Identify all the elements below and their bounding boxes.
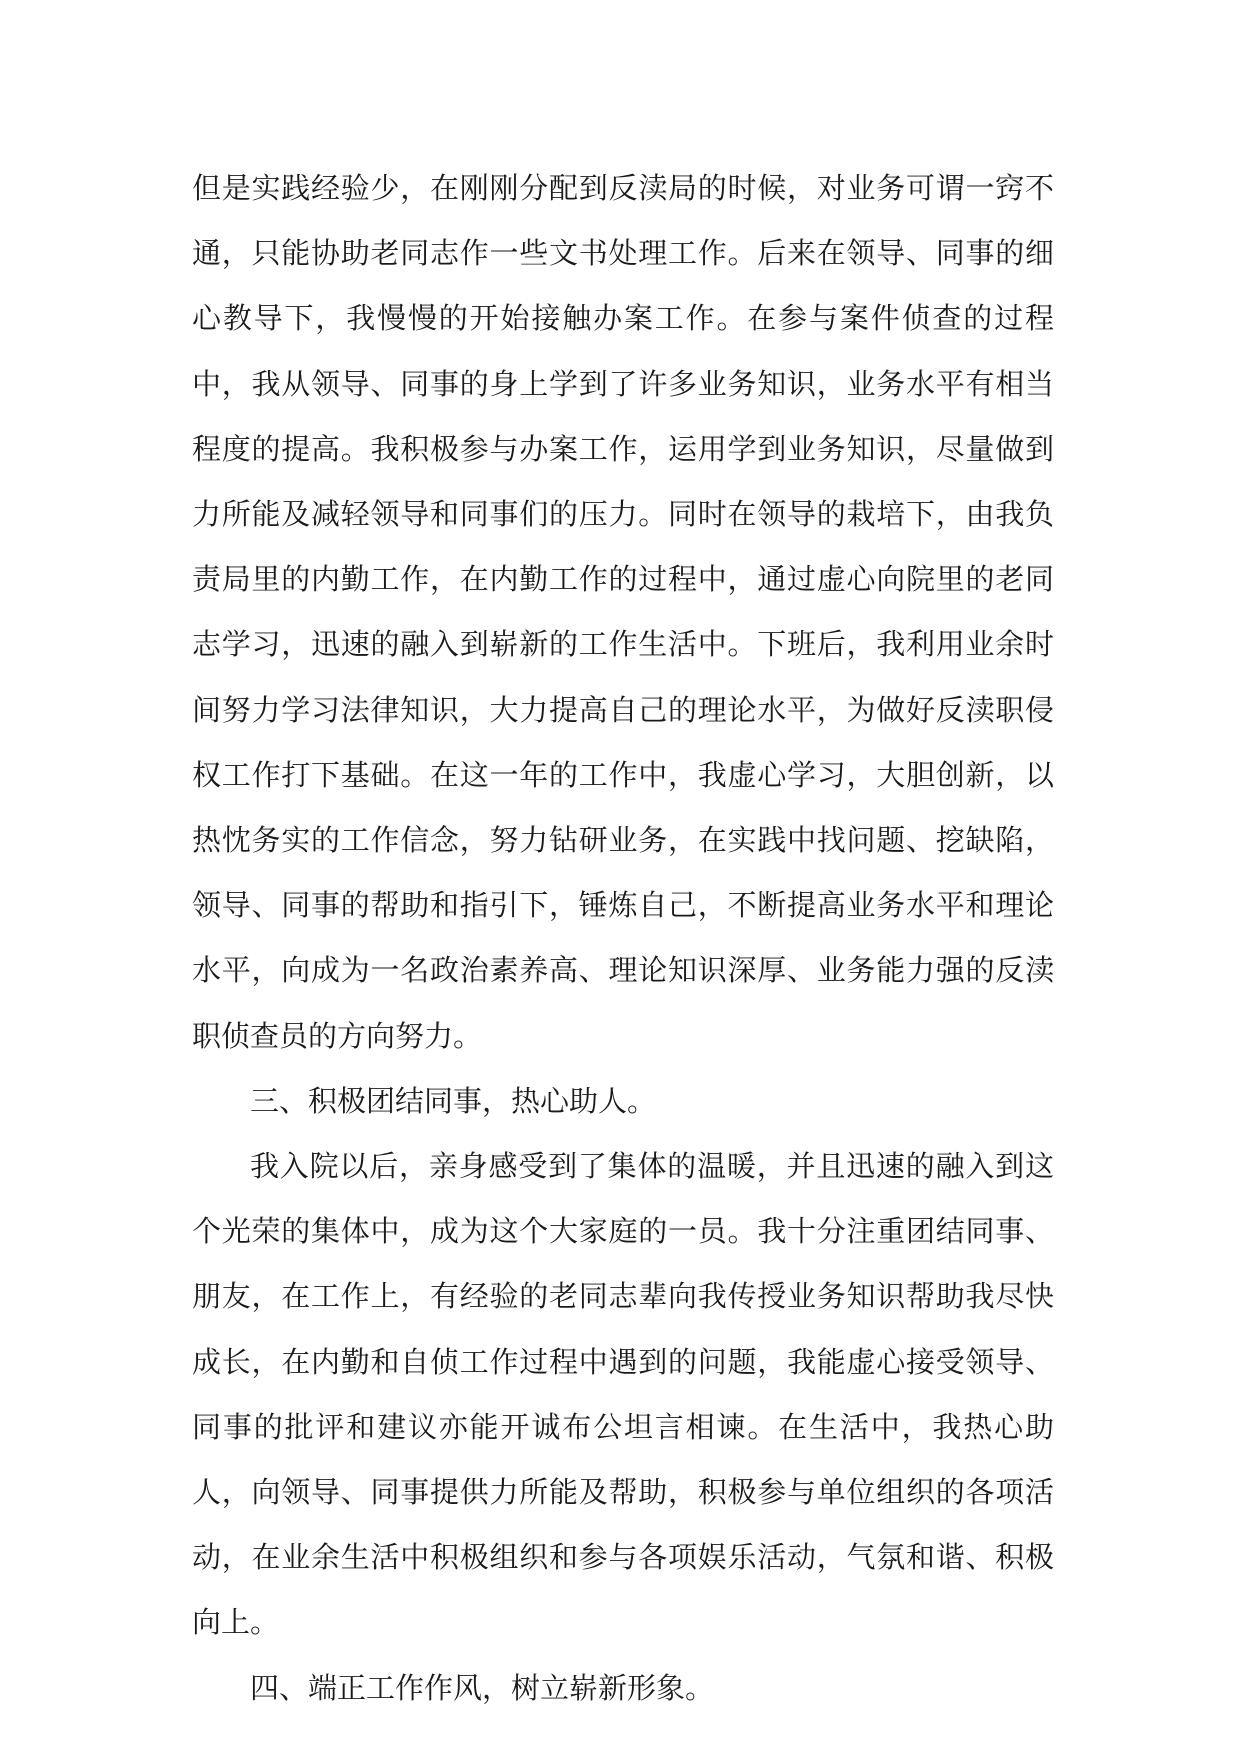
section-heading-3: 三、积极团结同事，热心助人。 (250, 1083, 657, 1118)
paragraph-section-3: 我入院以后，亲身感受到了集体的温暖，并且迅速的融入到这个光荣的集体中，成为这个大家庭的一员。我十分注重团结同事、朋友，在工作上，有经验的老同志辈向我传授业务知识帮助我尽快成长，在内勤和自侦工作过程中遇到的问题，我能虚心接受领导、同事的批评和建议亦能开诚布公坦言相谏。在生活中，我热心助人，向领导、同事提供力所能及帮助，积极参与单位组织的各项活动，在业余生活中积极组织和参与各项娱乐活动，气氛和谐、积极向上。 (192, 1149, 1054, 1640)
paragraph-continued: 但是实践经验少，在刚刚分配到反渎局的时候，对业务可谓一窍不通，只能协助老同志作一些文书处理工作。后来在领导、同事的细心教导下，我慢慢的开始接触办案工作。在参与案件侦查的过程中，我从领导、同事的身上学到了许多业务知识，业务水平有相当程度的提高。我积极参与办案工作，运用学到业务知识，尽量做到力所能及减轻领导和同事们的压力。同时在领导的栽培下，由我负责局里的内勤工作，在内勤工作的过程中，通过虚心向院里的老同志学习，迅速的融入到崭新的工作生活中。下班后，我利用业余时间努力学习法律知识，大力提高自己的理论水平，为做好反渎职侵权工作打下基础。在这一年的工作中，我虚心学习，大胆创新，以热忱务实的工作信念，努力钻研业务，在实践中找问题、挖缺陷，领导、同事的帮助和指引下，锤炼自己，不断提高业务水平和理论水平，向成为一名政治素养高、理论知识深厚、业务能力强的反渎职侦查员的方向努力。 (192, 171, 1054, 1053)
document-body (192, 156, 1054, 1721)
section-heading-4: 四、端正工作作风，树立崭新形象。 (250, 1670, 715, 1705)
